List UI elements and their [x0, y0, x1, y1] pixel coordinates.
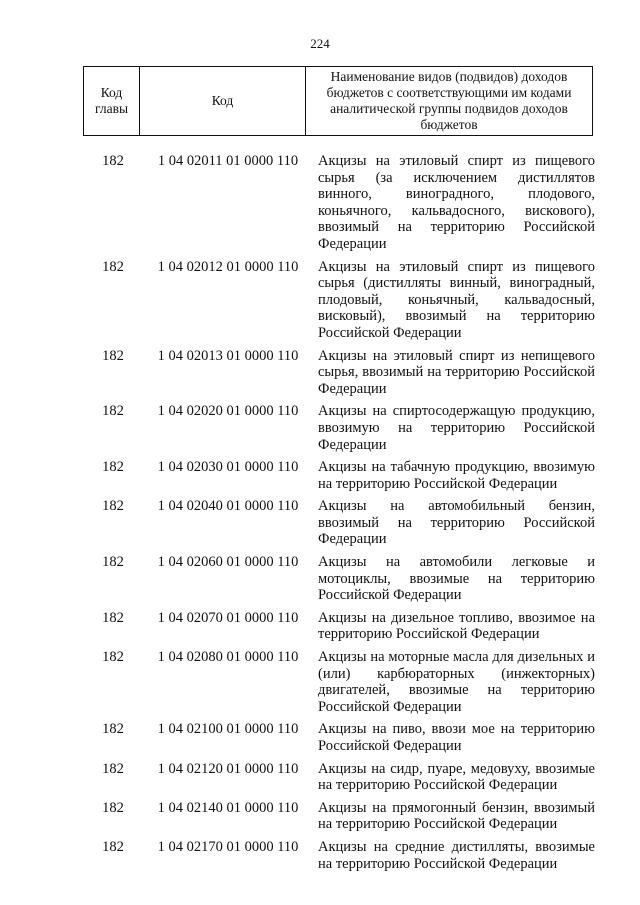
revenue-code: 1 04 02070 01 0000 110 — [157, 609, 299, 626]
chapter-code: 182 — [102, 459, 124, 476]
table-row — [83, 259, 595, 342]
header-name: Наименование видов (подвидов) доходов бюджетов с соответствующими им кодами аналитической группы подвидов доходов бюджетов — [306, 67, 593, 136]
revenue-code: 1 04 02170 01 0000 110 — [157, 838, 299, 855]
table-row — [83, 800, 595, 833]
table-row — [83, 153, 595, 253]
revenue-name: Акцизы на средние дистилляты, ввозимые на территорию Российской Федерации — [318, 838, 595, 872]
chapter-code: 182 — [102, 609, 124, 626]
table-row — [83, 839, 595, 872]
revenue-name: Акцизы на спиртосодержащую продукцию, ввозимую на территорию Российской Федерации — [318, 403, 595, 453]
chapter-code: 182 — [102, 554, 124, 571]
table-row — [83, 761, 595, 794]
table-header-row — [84, 67, 593, 136]
table-row — [83, 554, 595, 604]
chapter-code: 182 — [102, 649, 124, 666]
revenue-code: 1 04 02060 01 0000 110 — [157, 554, 299, 571]
table-row — [83, 721, 595, 754]
table-row — [83, 403, 595, 453]
header-code: Код — [140, 67, 306, 136]
revenue-name: Акцизы на этиловый спирт из непищевого сырья, ввозимый на территорию Российской Федерации — [318, 347, 595, 397]
revenue-name: Акцизы на этиловый спирт из пищевого сырья (за исключением дистиллятов винного, виноградного, плодового, коньячного, кальвадосного, вискового), ввозимый на территорию Российской Федерации — [318, 153, 595, 252]
revenue-code-list — [83, 153, 595, 878]
chapter-code: 182 — [102, 721, 124, 738]
table-row — [83, 459, 595, 492]
chapter-code: 182 — [102, 838, 124, 855]
revenue-code: 1 04 02100 01 0000 110 — [157, 721, 299, 738]
revenue-code: 1 04 02020 01 0000 110 — [157, 403, 299, 420]
revenue-code: 1 04 02120 01 0000 110 — [157, 760, 299, 777]
revenue-name: Акцизы на табачную продукцию, ввозимую на территорию Российской Федерации — [318, 459, 595, 492]
revenue-code: 1 04 02030 01 0000 110 — [157, 459, 299, 476]
revenue-name: Акцизы на автомобильный бензин, ввозимый на территорию Российской Федерации — [318, 498, 595, 548]
revenue-name: Акцизы на автомобили легковые и мотоциклы, ввозимые на территорию Российской Федерации — [318, 554, 595, 604]
revenue-code: 1 04 02013 01 0000 110 — [157, 347, 299, 364]
table-row — [83, 649, 595, 715]
page-number: 224 — [310, 36, 330, 51]
chapter-code: 182 — [102, 258, 124, 275]
revenue-name: Акцизы на сидр, пуаре, медовуху, ввозимые на территорию Российской Федерации — [318, 760, 595, 794]
chapter-code: 182 — [102, 403, 124, 420]
revenue-name: Акцизы на этиловый спирт из пищевого сырья (дистилляты винный, виноградный, плодовый, коньячный, кальвадосный, висковый), ввозимый на территорию Российской Федерации — [318, 258, 595, 341]
chapter-code: 182 — [102, 760, 124, 777]
chapter-code: 182 — [102, 347, 124, 364]
revenue-name: Акцизы на моторные масла для дизельных и (или) карбюраторных (инжекторных) двигателей, ввозимые на территорию Российской Федерации — [318, 649, 595, 715]
revenue-code: 1 04 02012 01 0000 110 — [157, 258, 299, 275]
chapter-code: 182 — [102, 799, 124, 816]
revenue-code: 1 04 02140 01 0000 110 — [157, 799, 299, 816]
revenue-code: 1 04 02080 01 0000 110 — [157, 649, 299, 666]
table-row — [83, 348, 595, 398]
chapter-code: 182 — [102, 153, 124, 169]
revenue-name: Акцизы на дизельное топливо, ввозимое на территорию Российской Федерации — [318, 609, 595, 643]
table-header — [83, 66, 593, 136]
table-row — [83, 498, 595, 548]
chapter-code: 182 — [102, 498, 124, 515]
revenue-name: Акцизы на пиво, ввози мое на территорию Российской Федерации — [318, 721, 595, 754]
revenue-code: 1 04 02040 01 0000 110 — [157, 498, 299, 515]
revenue-code: 1 04 02011 01 0000 110 — [157, 153, 299, 169]
table-row — [83, 610, 595, 643]
header-chapter-code: Код главы — [84, 67, 140, 136]
revenue-name: Акцизы на прямогонный бензин, ввозимый на территорию Российской Федерации — [318, 799, 595, 833]
